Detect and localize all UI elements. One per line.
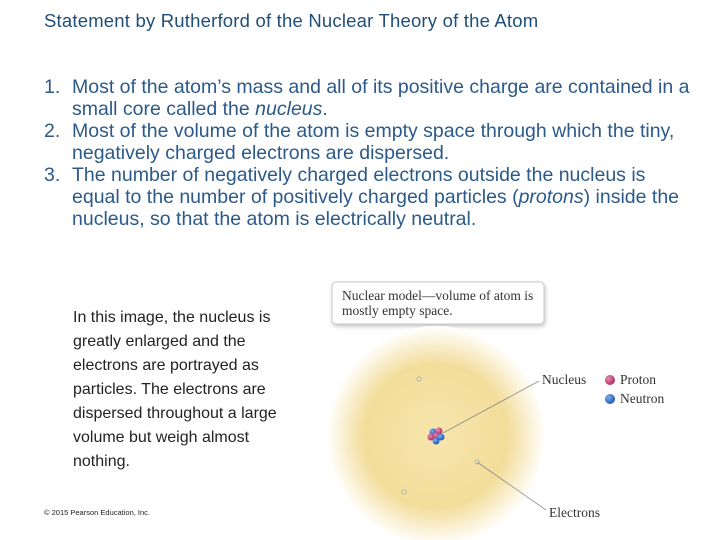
neutron-label: Neutron (620, 391, 665, 406)
proton-swatch (605, 375, 615, 385)
point-text: Most of the volume of the atom is empty space through which the tiny, negatively charged electrons are dispersed. (72, 120, 675, 164)
slide-title: Statement by Rutherford of the Nuclear Theory of the Atom (44, 10, 539, 31)
point-3 (44, 164, 694, 230)
electrons-label: Electrons (549, 505, 600, 520)
nuclear-model-figure (324, 276, 720, 540)
copyright-notice: © 2015 Pearson Education, Inc. (44, 508, 151, 517)
proton-label: Proton (620, 372, 657, 387)
figure-title: Nuclear model—volume of atom is mostly empty space. (342, 288, 534, 318)
point-text-end: . (322, 98, 328, 120)
neutron-swatch (605, 394, 615, 404)
image-caption: In this image, the nucleus is greatly enlarged and the electrons are portrayed as particles. The electrons are dispersed throughout a large volume but weigh almost nothing. (73, 309, 277, 470)
point-number: 1. (44, 76, 61, 98)
point-italic-term: protons (518, 186, 584, 208)
point-number: 3. (44, 164, 61, 186)
electron (402, 490, 406, 494)
point-2 (44, 120, 694, 164)
point-1 (44, 76, 694, 120)
point-text-end: ) inside the nucleus, so that the atom is electrically neutral. (72, 186, 680, 230)
point-italic-term: nucleus (255, 98, 323, 120)
electron (417, 377, 421, 381)
point-text: The number of negatively charged electrons outside the nucleus is equal to the number of positively charged particles ( (72, 164, 646, 208)
rutherford-points-list (44, 76, 694, 230)
point-number: 2. (44, 120, 61, 142)
point-text: Most of the atom’s mass and all of its positive charge are contained in a small core called the (72, 76, 690, 120)
nucleus-label: Nucleus (542, 372, 587, 387)
